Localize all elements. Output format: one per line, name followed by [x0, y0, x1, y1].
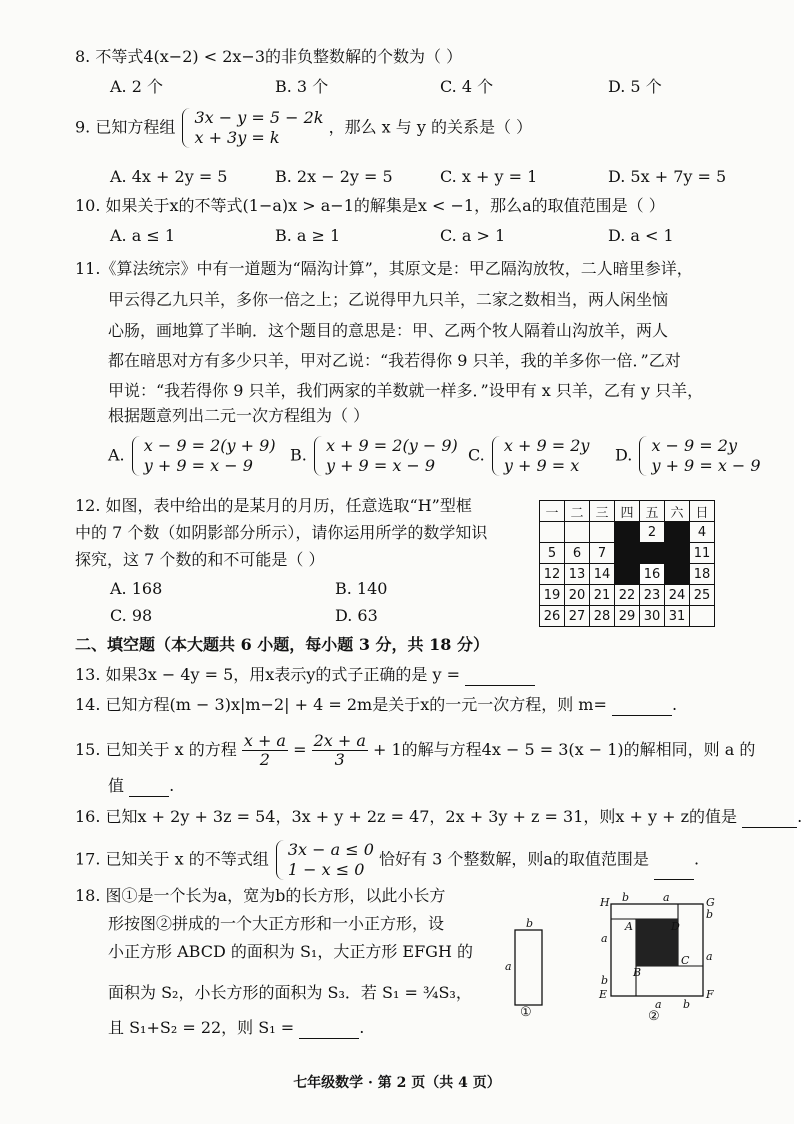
q8-option-d: D. 5 个: [608, 77, 662, 96]
q11-line-5: 甲说：“我若得你 9 只羊，我们两家的羊数就一样多．”设甲有 x 只羊，乙有 y 只羊，: [108, 381, 704, 400]
q12-option-c: C. 98: [110, 606, 153, 625]
calendar-cell: [615, 564, 640, 585]
calendar-cell: 14: [590, 564, 615, 585]
calendar-cell: 23: [640, 585, 665, 606]
calendar-cell: 29: [615, 606, 640, 627]
q11-line-4: 都在暗思对方有多少只羊，甲对乙说：“我若得你 9 只羊，我的羊多你一倍．”乙对: [108, 351, 681, 370]
q12-line-3: 探究，这 7 个数的和不可能是（ ）: [75, 550, 325, 569]
q9-suffix: ，那么 x 与 y 的关系是（ ）: [328, 117, 533, 137]
calendar-cell: 13: [565, 564, 590, 585]
q11-option-c: [468, 436, 589, 476]
q16-text: 16. 已知x + 2y + 3z = 54，3x + y + 2z = 47，2x + 3y + z = 31，则x + y + z的值是: [75, 807, 738, 826]
calendar-cell: 26: [540, 606, 565, 627]
question-9: [75, 108, 532, 148]
q15-prefix: 15. 已知关于 x 的方程: [75, 740, 237, 759]
q11-option-c-system: [490, 436, 590, 476]
calendar-header-cell: 日: [690, 501, 715, 522]
calendar-header-cell: 四: [615, 501, 640, 522]
calendar-cell: 25: [690, 585, 715, 606]
calendar-cell: 6: [565, 543, 590, 564]
q13-text: 13. 如果3x − 4y = 5，用x表示y的式子正确的是 y =: [75, 665, 460, 684]
q9-prefix: 9. 已知方程组: [75, 117, 176, 137]
figure-2: [593, 890, 723, 1024]
q15-fraction-1: [242, 732, 288, 769]
q10-option-a: A. a ≤ 1: [110, 226, 176, 245]
calendar-header-cell: 五: [640, 501, 665, 522]
q12-option-d: D. 63: [335, 606, 378, 625]
q9-option-a: A. 4x + 2y = 5: [110, 167, 228, 186]
calendar-cell: 21: [590, 585, 615, 606]
calendar-cell: [640, 543, 665, 564]
q16-answer-blank[interactable]: [742, 811, 797, 828]
q11-option-b: [290, 436, 458, 476]
question-10: 10. 如果关于x的不等式(1−a)x > a−1的解集是x < −1，那么a的取值范围是（ ）: [75, 196, 665, 215]
q11-option-b-eq1: x + 9 = 2(y − 9): [325, 436, 458, 455]
calendar-cell: 12: [540, 564, 565, 585]
calendar-cell: 24: [665, 585, 690, 606]
fig2-label-F: F: [706, 988, 714, 1001]
q15-den1: 2: [259, 750, 270, 769]
q15-line-2: 值 .: [108, 776, 175, 795]
q10-option-b: B. a ≥ 1: [275, 226, 341, 245]
question-15: [75, 732, 755, 769]
q11-line-6: 根据题意列出二元一次方程组为（ ）: [108, 406, 370, 425]
q8-option-a: A. 2 个: [110, 77, 163, 96]
page-footer: 七年级数学 · 第 2 页（共 4 页）: [293, 1075, 501, 1091]
q15-num2: 2x + a: [313, 731, 366, 750]
q9-eq1: 3x − y = 5 − 2k: [194, 108, 324, 127]
fig2-label-A: A: [625, 920, 633, 933]
calendar-cell: 5: [540, 543, 565, 564]
fig2-label-B: B: [633, 966, 642, 979]
calendar-cell: [665, 543, 690, 564]
q11-option-d: [615, 436, 761, 476]
q18-answer-blank[interactable]: [299, 1022, 359, 1039]
q11-line-3: 心肠，画地算了半晌．这个题目的意思是：甲、乙两个牧人隔着山沟放羊，两人: [108, 321, 669, 340]
calendar-cell: 22: [615, 585, 640, 606]
calendar-cell: 19: [540, 585, 565, 606]
question-16: 16. 已知x + 2y + 3z = 54，3x + y + 2z = 47，2x + 3y + z = 31，则x + y + z的值是 .: [75, 807, 802, 826]
q17-answer-blank[interactable]: [654, 863, 694, 880]
q11-option-c-eq2: y + 9 = x: [503, 456, 580, 475]
q11-option-a-system: [130, 436, 276, 476]
fig2-label-H: H: [600, 896, 610, 909]
fig2-label-C: C: [681, 954, 690, 967]
q12-option-b: B. 140: [335, 579, 388, 598]
q11-line-1: 11.《算法统宗》中有一道题为“隔沟计算”，其原文是：甲乙隔沟放牧，二人暗里参详，: [75, 259, 693, 278]
figure-1-rectangle: [515, 930, 542, 1005]
fig2-label-G: G: [706, 896, 715, 909]
q17-suffix: 恰好有 3 个整数解，则a的取值范围是: [379, 849, 649, 869]
calendar-cell: [615, 522, 640, 543]
q9-eq2: x + 3y = k: [194, 128, 280, 147]
q11-option-a: [108, 436, 276, 476]
fig2-label-b-top: b: [622, 891, 630, 904]
calendar-cell: 27: [565, 606, 590, 627]
calendar-cell: 11: [690, 543, 715, 564]
q18-line-1: 18. 图①是一个长为a，宽为b的长方形，以此小长方: [75, 886, 446, 905]
q11-option-a-eq1: x − 9 = 2(y + 9): [143, 436, 276, 455]
question-14: 14. 已知方程(m − 3)x|m−2| + 4 = 2m是关于x的一元一次方程，则 m= .: [75, 695, 678, 714]
q15-den2: 3: [334, 750, 345, 769]
q8-option-c: C. 4 个: [440, 77, 494, 96]
q12-line-2: 中的 7 个数（如阴影部分所示），请你运用所学的数学知识: [75, 523, 488, 542]
fig2-label-a-right: a: [706, 950, 713, 963]
figure-1-caption: ①: [520, 1005, 532, 1020]
q15-equals: =: [293, 740, 307, 759]
q17-inequality-system: [274, 840, 374, 880]
q18-line-5: 且 S₁+S₂ = 22，则 S₁ = .: [108, 1018, 365, 1037]
q14-text: 14. 已知方程(m − 3)x|m−2| + 4 = 2m是关于x的一元一次方程，则 m=: [75, 695, 607, 714]
calendar-cell: [590, 522, 615, 543]
fig2-label-a-left: a: [601, 932, 608, 945]
q14-answer-blank[interactable]: [612, 699, 672, 716]
q11-option-d-label: D.: [615, 445, 633, 465]
calendar-cell: 18: [690, 564, 715, 585]
q11-line-2: 甲云得乙九只羊，多你一倍之上；乙说得甲九只羊，二家之数相当，两人闲坐恼: [108, 290, 669, 309]
q12-option-a: A. 168: [110, 579, 163, 598]
calendar-cell: [540, 522, 565, 543]
q17-eq2: 1 − x ≤ 0: [287, 860, 365, 879]
figure-1-label-a: a: [505, 960, 512, 973]
question-17: 17. 已知关于 x 的不等式组 3x − a ≤ 0 1 − x ≤ 0 恰好有 3 个整数解，则a的取值范围是 .: [75, 840, 700, 879]
q11-option-a-label: A.: [108, 445, 125, 465]
fig2-label-b-right: b: [706, 908, 714, 921]
q18-line-2: 形按图②拼成的一个大正方形和一小正方形，设: [108, 914, 445, 933]
calendar-cell: 30: [640, 606, 665, 627]
calendar-cell: [565, 522, 590, 543]
calendar-header-cell: 六: [665, 501, 690, 522]
figure-2-caption: ②: [648, 1009, 660, 1024]
calendar-cell: [615, 543, 640, 564]
question-13: [75, 664, 535, 686]
fig2-label-b-left: b: [601, 974, 609, 987]
q15-answer-blank[interactable]: [129, 780, 169, 797]
fig2-label-a-top: a: [663, 891, 670, 904]
q15-fraction-2: [312, 732, 368, 769]
fig2-label-b-bottom: b: [683, 998, 691, 1011]
q11-option-b-label: B.: [290, 445, 307, 465]
q8-option-b: B. 3 个: [275, 77, 329, 96]
q11-option-b-system: [312, 436, 458, 476]
question-8: 8. 不等式4(x−2) < 2x−3的非负整数解的个数为（ ）: [75, 47, 463, 66]
q18-line-3: 小正方形 ABCD 的面积为 S₁，大正方形 EFGH 的: [108, 942, 474, 961]
q10-option-d: D. a < 1: [608, 226, 674, 245]
q15-line-2-text: 值: [108, 776, 125, 795]
q18-line-4: 面积为 S₂，小长方形的面积为 S₃．若 S₁ = ¾S₃，: [108, 983, 472, 1002]
calendar-cell: 4: [690, 522, 715, 543]
calendar-header-cell: 二: [565, 501, 590, 522]
fig2-label-D: D: [671, 920, 680, 933]
q10-option-c: C. a > 1: [440, 226, 506, 245]
calendar-cell: 16: [640, 564, 665, 585]
q11-option-c-eq1: x + 9 = 2y: [503, 436, 590, 455]
figure-1-label-b: b: [526, 917, 534, 930]
section-2-heading: 二、填空题（本大题共 6 小题，每小题 3 分，共 18 分）: [75, 635, 489, 654]
calendar-cell: [690, 606, 715, 627]
q17-eq1: 3x − a ≤ 0: [287, 840, 374, 859]
q9-option-d: D. 5x + 7y = 5: [608, 167, 727, 186]
q18-line-5-text: 且 S₁+S₂ = 22，则 S₁ =: [108, 1018, 295, 1037]
calendar-cell: [665, 522, 690, 543]
q11-option-d-eq2: y + 9 = x − 9: [651, 456, 761, 475]
q17-prefix: 17. 已知关于 x 的不等式组: [75, 849, 269, 869]
calendar-cell: 31: [665, 606, 690, 627]
q12-line-1: 12. 如图，表中给出的是某月的月历，任意选取“H”型框: [75, 496, 472, 515]
q11-option-a-eq2: y + 9 = x − 9: [143, 456, 253, 475]
fig2-label-E: E: [599, 988, 608, 1001]
figure-1: [500, 918, 550, 1018]
calendar-cell: 20: [565, 585, 590, 606]
calendar-header-cell: 三: [590, 501, 615, 522]
q15-num1: x + a: [243, 731, 286, 750]
q11-option-b-eq2: y + 9 = x − 9: [325, 456, 436, 475]
calendar-cell: 7: [590, 543, 615, 564]
fig2-label-a-bottom: a: [655, 998, 662, 1011]
calendar-cell: 28: [590, 606, 615, 627]
q11-option-c-label: C.: [468, 445, 485, 465]
q9-option-b: B. 2x − 2y = 5: [275, 167, 393, 186]
calendar-cell: 2: [640, 522, 665, 543]
q15-suffix: + 1的解与方程4x − 5 = 3(x − 1)的解相同，则 a 的: [372, 740, 756, 759]
calendar-header-cell: 一: [540, 501, 565, 522]
calendar-table: [539, 500, 715, 627]
q11-option-d-system: [637, 436, 760, 476]
q11-option-d-eq1: x − 9 = 2y: [651, 436, 738, 455]
q9-equation-system: [180, 108, 323, 148]
q9-option-c: C. x + y = 1: [440, 167, 538, 186]
calendar-cell: [665, 564, 690, 585]
q13-answer-blank[interactable]: [465, 669, 535, 686]
